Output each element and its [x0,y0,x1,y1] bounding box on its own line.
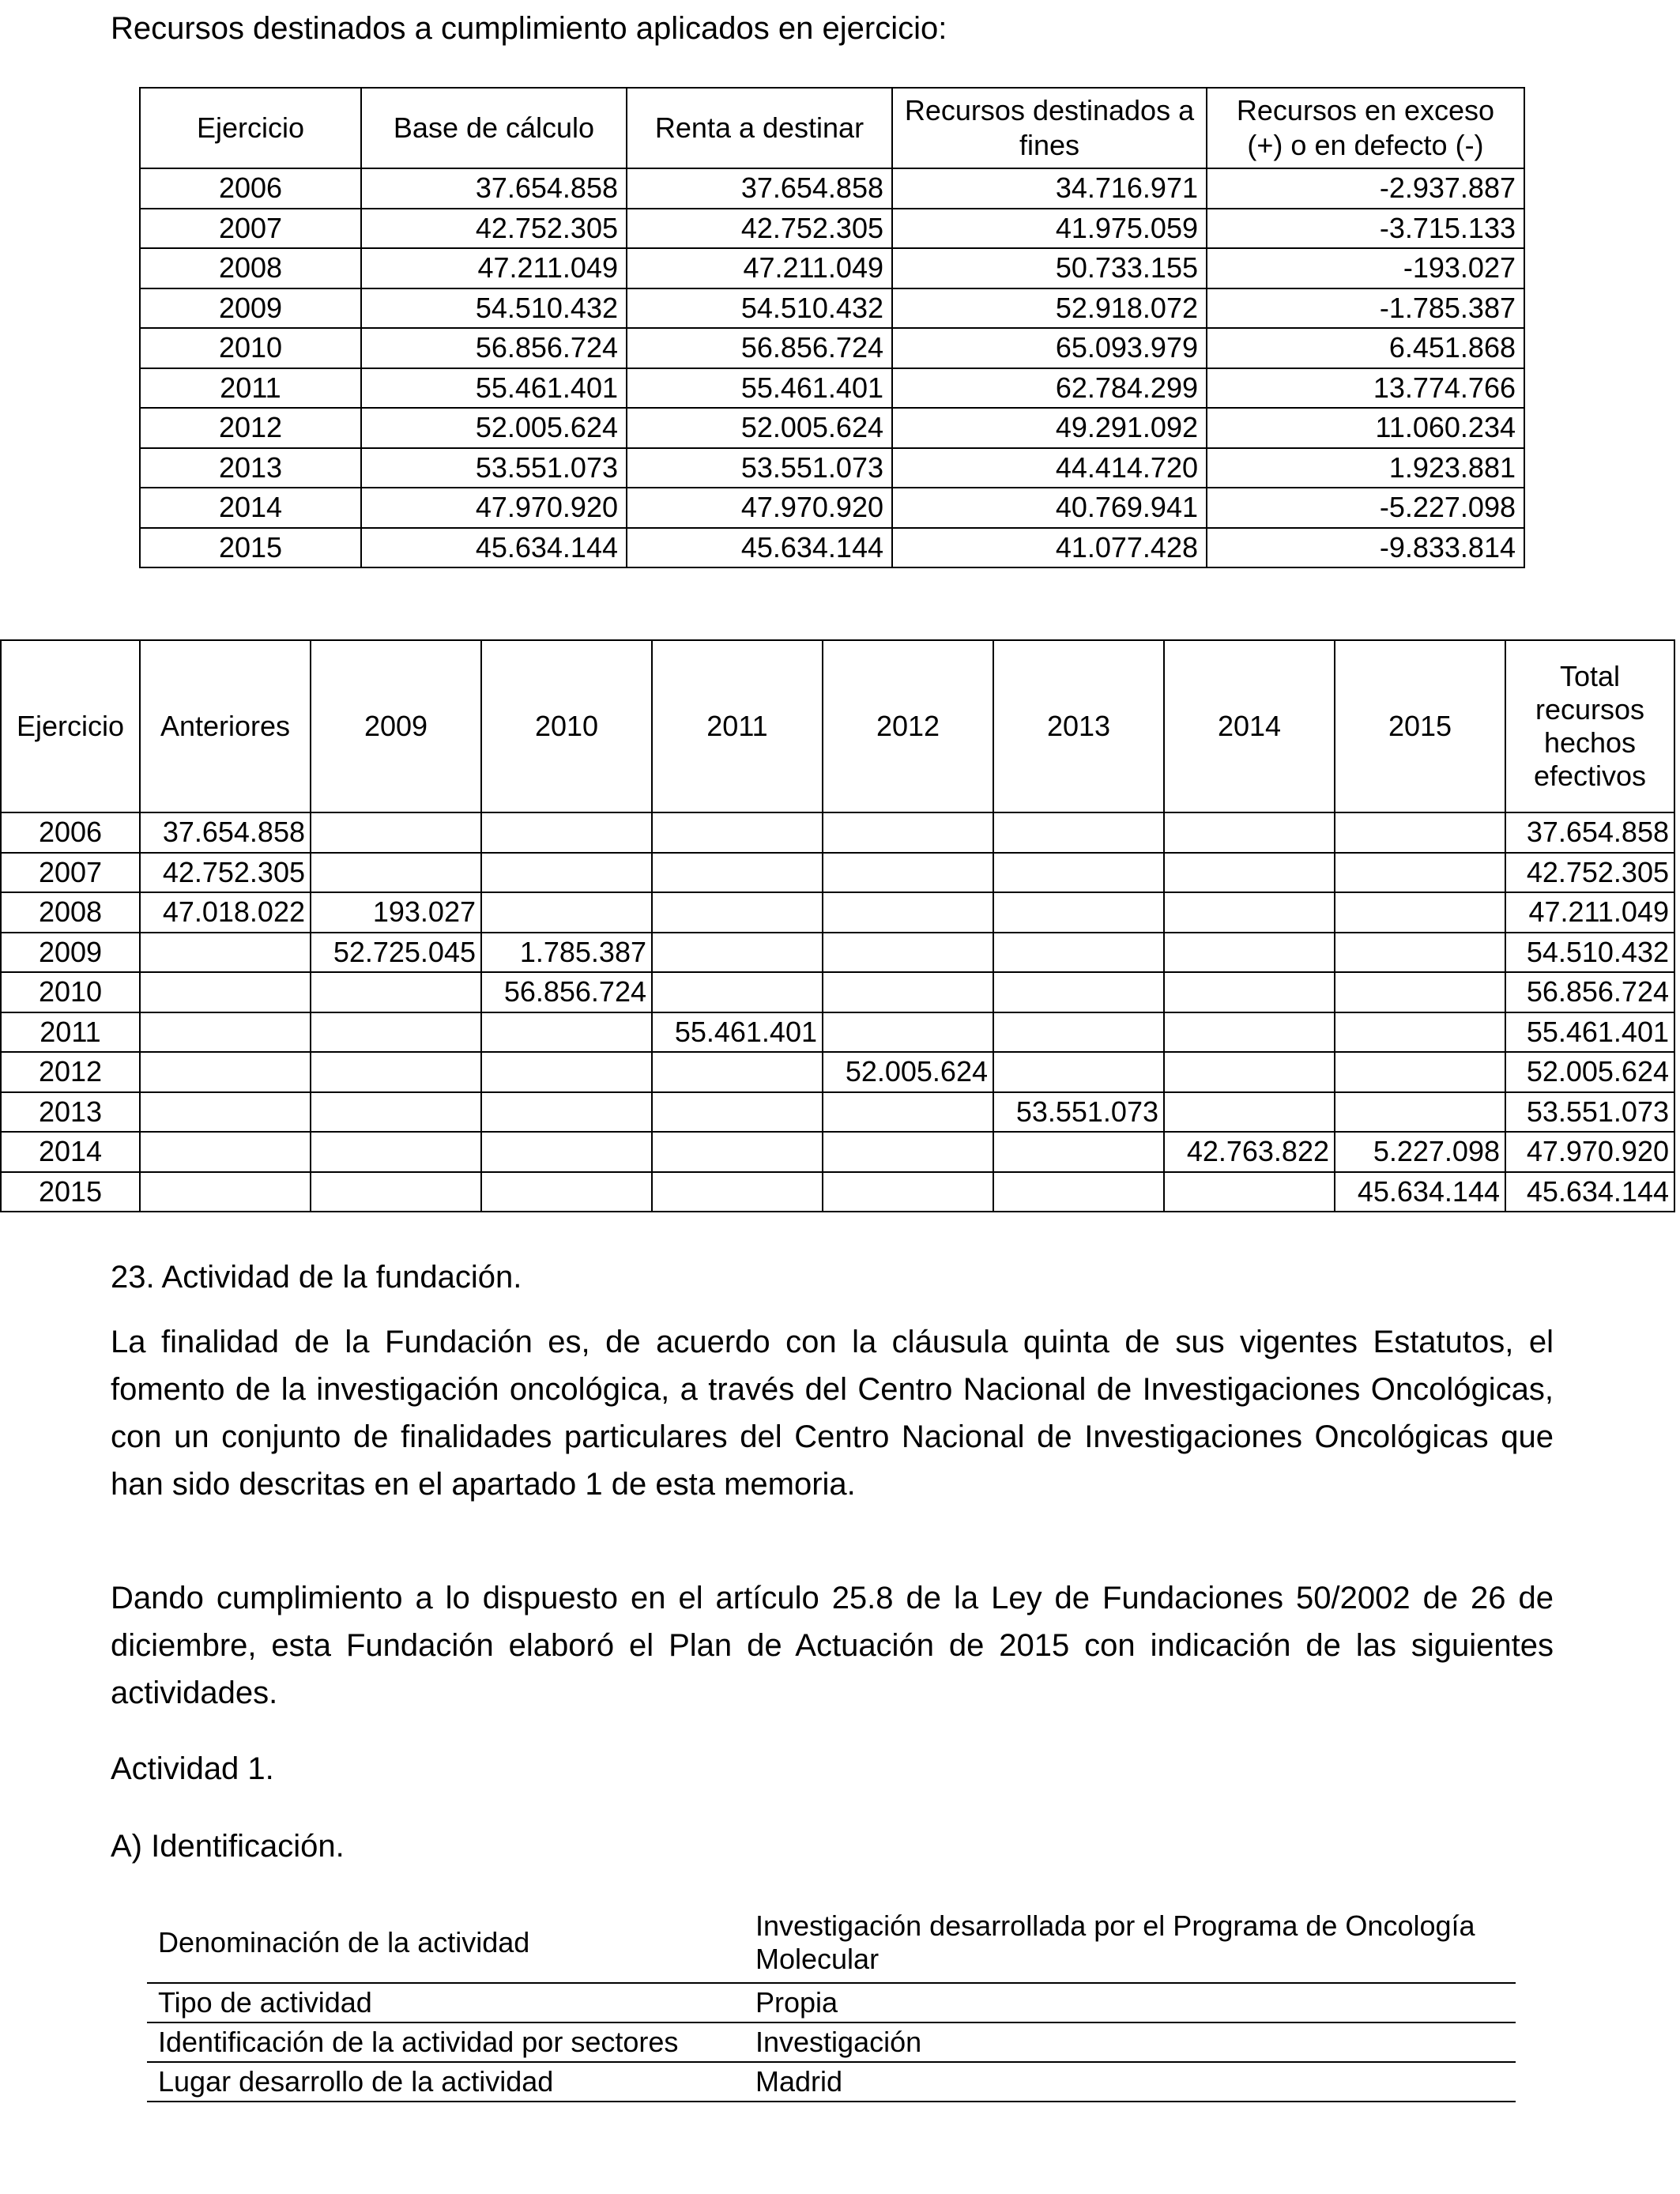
table-cell: 62.784.299 [892,368,1207,409]
table-row [1,853,1674,893]
table-row [1,972,1674,1012]
table-cell [481,1132,652,1172]
table-cell [481,1172,652,1212]
table-row [140,209,1524,249]
year-cell: 2006 [140,168,361,209]
table-cell [1164,972,1335,1012]
table-cell [993,1132,1164,1172]
table-cell: 193.027 [311,892,481,933]
table-cell: 53.551.073 [993,1092,1164,1133]
table-row [140,448,1524,488]
field-label: Identificación de la actividad por sectores [147,2022,743,2062]
table-row [1,812,1674,853]
table-header-row [1,640,1674,812]
year-cell: 2009 [1,933,140,973]
year-cell: 2012 [140,408,361,448]
activity-title: Actividad 1. [111,1751,274,1786]
table-cell: -3.715.133 [1207,209,1524,249]
field-value: Investigación [743,2022,1516,2062]
table-cell: 13.774.766 [1207,368,1524,409]
table-row [140,528,1524,568]
table-cell: 49.291.092 [892,408,1207,448]
table-row [140,328,1524,368]
column-header: Total recursos hechos efectivos [1505,640,1674,812]
column-header: 2011 [652,640,823,812]
year-cell: 2006 [1,812,140,853]
table-cell [652,1052,823,1092]
table-cell: 37.654.858 [140,812,311,853]
table-cell: -193.027 [1207,248,1524,288]
table-cell [823,1132,993,1172]
table-cell [481,892,652,933]
column-header: 2009 [311,640,481,812]
table-cell [1335,972,1505,1012]
table-cell: 52.725.045 [311,933,481,973]
table-row [1,933,1674,973]
table-cell [140,1092,311,1133]
field-value: Propia [743,1983,1516,2022]
year-cell: 2014 [1,1132,140,1172]
table-row [1,1012,1674,1053]
table-cell [1335,1092,1505,1133]
paragraph-plan: Dando cumplimiento a lo dispuesto en el artículo 25.8 de la Ley de Fundaciones 50/2002 de 26 de diciembre, esta Fundación elaboró el Plan de Actuación de 2015 con indicación de las siguientes actividades. [111,1581,1554,1710]
table-cell [140,1052,311,1092]
table-cell: 5.227.098 [1335,1132,1505,1172]
table-cell [823,1172,993,1212]
table-cell: 47.970.920 [627,488,892,528]
table-cell: 56.856.724 [361,328,627,368]
table-cell: 41.975.059 [892,209,1207,249]
column-header: 2015 [1335,640,1505,812]
table-cell: 56.856.724 [1505,972,1674,1012]
table-cell [993,933,1164,973]
section-title: 23. Actividad de la fundación. [111,1260,522,1295]
table-row [140,488,1524,528]
table-cell: 1.923.881 [1207,448,1524,488]
table-cell: 52.005.624 [361,408,627,448]
resources-applied-table [139,87,1525,568]
table-cell [481,853,652,893]
table-cell [311,1012,481,1053]
table-cell [481,1092,652,1133]
table-cell [1335,853,1505,893]
table-row [147,2062,1516,2102]
year-cell: 2008 [140,248,361,288]
year-cell: 2010 [1,972,140,1012]
table-cell [311,1132,481,1172]
table-cell: -5.227.098 [1207,488,1524,528]
table-cell: -9.833.814 [1207,528,1524,568]
table-row [140,248,1524,288]
table-cell [823,892,993,933]
table-cell [481,1012,652,1053]
table-cell [652,972,823,1012]
table-row [147,2022,1516,2062]
table-cell: 54.510.432 [1505,933,1674,973]
table-cell [652,933,823,973]
table-cell: 50.733.155 [892,248,1207,288]
table-cell: 52.005.624 [1505,1052,1674,1092]
table-cell: 45.634.144 [361,528,627,568]
column-header: 2014 [1164,640,1335,812]
year-cell: 2012 [1,1052,140,1092]
table-cell: 55.461.401 [361,368,627,409]
field-label: Lugar desarrollo de la actividad [147,2062,743,2102]
table-cell [993,812,1164,853]
table-cell: 54.510.432 [627,288,892,329]
table-cell [1164,1172,1335,1212]
year-cell: 2011 [1,1012,140,1053]
column-header: Base de cálculo [361,88,627,168]
table-cell: 42.752.305 [361,209,627,249]
table-cell: 47.018.022 [140,892,311,933]
table-cell: 52.005.624 [627,408,892,448]
table-row [1,1132,1674,1172]
column-header: 2010 [481,640,652,812]
year-cell: 2009 [140,288,361,329]
year-cell: 2007 [140,209,361,249]
table-cell [993,1172,1164,1212]
table-cell [311,812,481,853]
table-cell [652,1092,823,1133]
table-cell [652,892,823,933]
table-cell [1164,892,1335,933]
table-cell [1164,1052,1335,1092]
table-cell [823,812,993,853]
table-cell: 53.551.073 [627,448,892,488]
table-cell [311,972,481,1012]
table-cell [140,972,311,1012]
table-cell: 65.093.979 [892,328,1207,368]
table-cell: 45.634.144 [1505,1172,1674,1212]
table-cell [1335,1012,1505,1053]
table-cell: 37.654.858 [361,168,627,209]
year-cell: 2008 [1,892,140,933]
year-cell: 2015 [1,1172,140,1212]
table-cell [823,1012,993,1053]
table-cell [993,1052,1164,1092]
column-header: 2012 [823,640,993,812]
column-header: Ejercicio [1,640,140,812]
table-row [140,168,1524,209]
field-value: Madrid [743,2062,1516,2102]
table-cell: 42.752.305 [1505,853,1674,893]
table-cell [823,1092,993,1133]
table-cell [652,1172,823,1212]
table-cell [311,1052,481,1092]
table-cell [993,1012,1164,1053]
table-row [1,892,1674,933]
column-header: Recursos destinados a fines [892,88,1207,168]
field-value: Investigación desarrollada por el Programa de Oncología Molecular [743,1903,1516,1983]
table-cell [140,933,311,973]
year-cell: 2013 [140,448,361,488]
table-row [140,408,1524,448]
table-row [1,1092,1674,1133]
table-cell: 41.077.428 [892,528,1207,568]
table-cell: 47.211.049 [627,248,892,288]
table-cell [993,892,1164,933]
table-cell: 42.752.305 [627,209,892,249]
table-cell: 55.461.401 [627,368,892,409]
column-header: 2013 [993,640,1164,812]
year-cell: 2011 [140,368,361,409]
table-cell [140,1012,311,1053]
table-cell: 45.634.144 [1335,1172,1505,1212]
identification-title: A) Identificación. [111,1829,345,1864]
table-cell: 53.551.073 [361,448,627,488]
table-cell [1335,812,1505,853]
table-cell [1164,1012,1335,1053]
table-cell: 37.654.858 [627,168,892,209]
table-cell [481,812,652,853]
column-header: Renta a destinar [627,88,892,168]
table-cell: 42.752.305 [140,853,311,893]
table-cell [652,853,823,893]
column-header: Anteriores [140,640,311,812]
field-label: Denominación de la actividad [147,1903,743,1983]
table-cell: 40.769.941 [892,488,1207,528]
table-cell: 45.634.144 [627,528,892,568]
table-cell: 54.510.432 [361,288,627,329]
table-cell [652,1132,823,1172]
table-row [147,1983,1516,2022]
table-cell [140,1132,311,1172]
resources-effective-table [0,639,1675,1212]
table-row [147,1903,1516,1983]
table-cell [652,812,823,853]
table-cell: 47.211.049 [1505,892,1674,933]
table-cell: 52.005.624 [823,1052,993,1092]
paragraph-purpose: La finalidad de la Fundación es, de acuerdo con la cláusula quinta de sus vigentes Estatutos, el fomento de la investigación oncológica, a través del Centro Nacional de Investigaciones Oncológicas, con un conjunto de finalidades particulares del Centro Nacional de Investigaciones Oncológicas que han sido descritas en el apartado 1 de esta memoria. [111,1325,1554,1502]
table-cell: 52.918.072 [892,288,1207,329]
year-cell: 2014 [140,488,361,528]
table-cell: 55.461.401 [652,1012,823,1053]
table-cell [993,853,1164,893]
table-cell: 11.060.234 [1207,408,1524,448]
table-cell: 42.763.822 [1164,1132,1335,1172]
table-cell: 55.461.401 [1505,1012,1674,1053]
table-cell [993,972,1164,1012]
table-row [1,1052,1674,1092]
table-cell [1335,1052,1505,1092]
table-cell [1164,933,1335,973]
table-cell [311,1092,481,1133]
year-cell: 2010 [140,328,361,368]
year-cell: 2015 [140,528,361,568]
table-cell [823,853,993,893]
table-row [140,288,1524,329]
table-cell [311,1172,481,1212]
table-row [140,368,1524,409]
activity-identification-table [147,1903,1516,2102]
year-cell: 2007 [1,853,140,893]
table-cell: 6.451.868 [1207,328,1524,368]
table-row [1,1172,1674,1212]
column-header: Recursos en exceso (+) o en defecto (-) [1207,88,1524,168]
table-cell [1164,853,1335,893]
table-cell [1164,1092,1335,1133]
section-heading: Recursos destinados a cumplimiento aplicados en ejercicio: [111,11,947,46]
table-cell: 56.856.724 [627,328,892,368]
table-cell: 47.211.049 [361,248,627,288]
table-cell [1335,933,1505,973]
table-cell: 1.785.387 [481,933,652,973]
table-cell: 47.970.920 [1505,1132,1674,1172]
table-cell: 47.970.920 [361,488,627,528]
table-cell: -2.937.887 [1207,168,1524,209]
table-cell [823,972,993,1012]
table-cell: 34.716.971 [892,168,1207,209]
year-cell: 2013 [1,1092,140,1133]
table-cell [1164,812,1335,853]
table-cell [140,1172,311,1212]
field-label: Tipo de actividad [147,1983,743,2022]
table-cell: 37.654.858 [1505,812,1674,853]
table-cell: 53.551.073 [1505,1092,1674,1133]
column-header: Ejercicio [140,88,361,168]
table-cell [311,853,481,893]
table-header-row [140,88,1524,168]
table-cell [823,933,993,973]
table-cell [481,1052,652,1092]
table-cell [1335,892,1505,933]
table-cell: -1.785.387 [1207,288,1524,329]
table-cell: 56.856.724 [481,972,652,1012]
table-cell: 44.414.720 [892,448,1207,488]
